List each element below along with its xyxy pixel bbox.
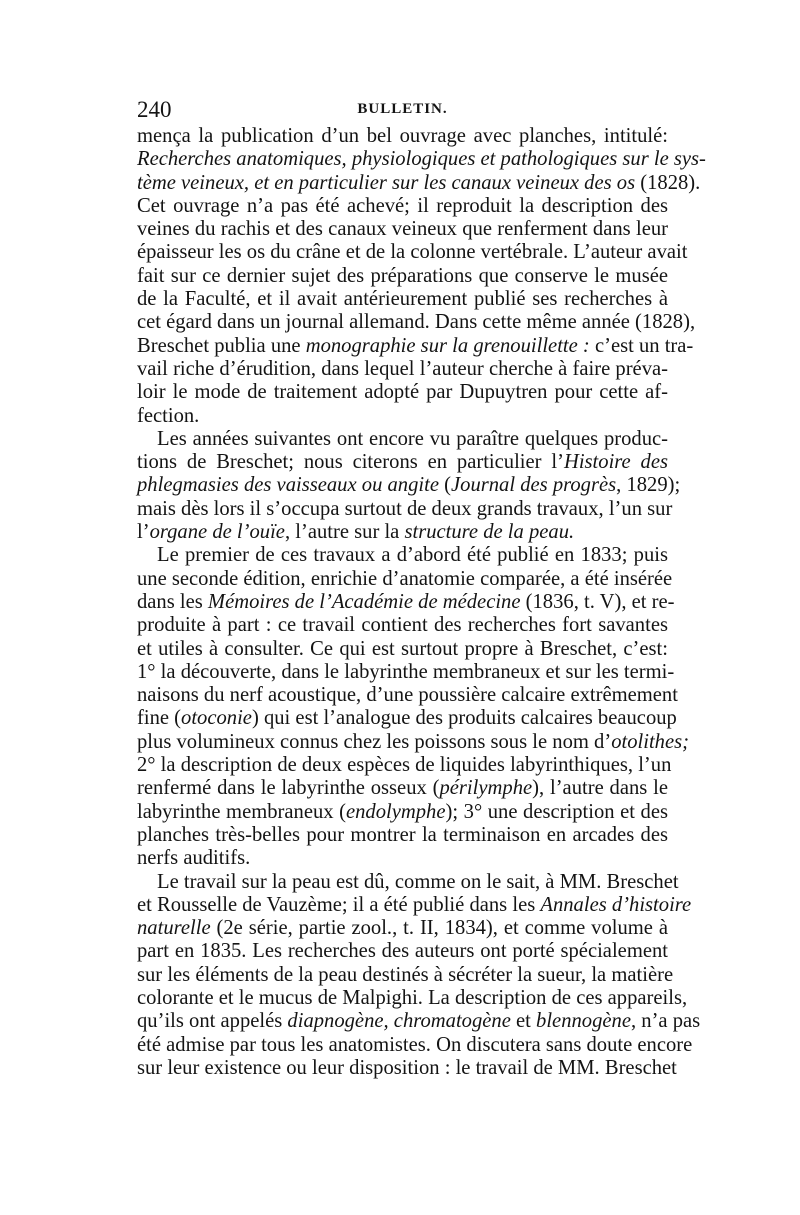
text-segment: naisons du nerf acoustique, d’une poussière calcaire extrêmement [137, 684, 678, 707]
text-segment: vail riche d’érudition, dans lequel l’auteur cherche à faire préva- [137, 357, 668, 380]
text-line [137, 870, 679, 894]
text-line [137, 1033, 693, 1057]
text-segment: produite à part : ce travail contient des recherches fort savantes [137, 614, 668, 637]
text-line [137, 940, 668, 963]
paragraph [137, 544, 689, 870]
text-line [137, 707, 677, 730]
italic-text: diapnogène, chromatogène [287, 1010, 511, 1033]
text-segment: (1828). [635, 171, 701, 194]
italic-text: otolithes; [611, 730, 689, 753]
text-segment: fection. [137, 404, 200, 427]
text-segment: renfermé dans le labyrinthe osseux ( [137, 777, 440, 800]
paragraph [137, 125, 706, 428]
text-segment: 2° la description de deux espèces de liquides labyrinthiques, l’un [137, 754, 672, 777]
text-line [137, 824, 668, 847]
text-line [137, 497, 673, 521]
text-line [137, 684, 678, 707]
text-segment: , l’autre sur la [284, 521, 405, 544]
text-line [137, 265, 668, 288]
text-segment: été admise par tous les anatomistes. On discutera sans doute encore [137, 1033, 693, 1056]
text-line [137, 986, 688, 1010]
text-segment: , n’a pas [630, 1010, 701, 1033]
text-segment: ) qui est l’analogue des produits calcaires beaucoup [251, 707, 677, 730]
text-line [137, 963, 674, 987]
text-segment: plus volumineux connus chez les poissons sous le nom d’ [137, 730, 612, 753]
text-segment: l’ [137, 521, 150, 544]
text-line [137, 754, 672, 777]
text-line [137, 521, 668, 544]
text-line [137, 614, 668, 637]
text-segment: part en 1835. Les recherches des auteurs ont porté spécialement [137, 940, 668, 963]
text-line [137, 218, 668, 241]
text-line [137, 777, 668, 800]
text-line [137, 590, 675, 614]
text-segment: ); 3° une description et des [445, 800, 668, 823]
text-segment: ), l’autre dans le [532, 777, 668, 800]
text-segment: (2e série, partie zool., t. II, 1834), et comme volume à [210, 917, 668, 940]
text-line [137, 474, 681, 497]
text-line [137, 451, 668, 474]
text-segment: nerfs auditifs. [137, 847, 251, 870]
text-segment: mença la publication d’un bel ouvrage avec planches, intitulé: [137, 125, 668, 147]
italic-text: structure de la peau. [404, 521, 575, 544]
text-segment: planches très-belles pour montrer la terminaison en arcades des [137, 823, 668, 846]
text-line [137, 241, 688, 264]
text-line [137, 311, 696, 334]
text-line [137, 638, 668, 661]
text-segment: cet égard dans un journal allemand. Dans cette même année (1828), [137, 311, 696, 334]
text-segment: dans les [137, 590, 208, 613]
italic-text: Recherches anatomiques, physiologiques et pathologiques sur le sys- [137, 148, 706, 171]
text-segment: , 1829); [616, 474, 681, 497]
italic-text: monographie sur la grenouillette : [305, 334, 590, 357]
text-segment: colorante et le mucus de Malpighi. La description de ces appareils, [137, 986, 688, 1009]
text-line [137, 660, 675, 684]
text-segment: (1836, t. V), et re- [520, 590, 675, 613]
text-segment: Breschet publia une [137, 334, 306, 357]
text-segment: mais dès lors il s’occupa surtout de deux grands travaux, l’un sur [137, 497, 673, 520]
text-line [137, 171, 701, 195]
italic-text: Mémoires de l’Académie de médecine [207, 590, 521, 613]
italic-text: périlymphe [439, 777, 533, 800]
text-segment: ( [439, 474, 452, 497]
italic-text: otoconie [181, 707, 252, 730]
text-line [137, 195, 668, 218]
italic-text: endolymphe [346, 800, 446, 823]
text-segment: et utiles à consulter. Ce qui est surtout propre à Breschet, c’est: [137, 637, 668, 660]
italic-text: Annales d’histoire [540, 893, 692, 916]
italic-text: organe de l’ouïe [149, 521, 285, 544]
text-segment: loir le mode de traitement adopté par Dupuytren pour cette af- [137, 381, 668, 404]
text-segment: labyrinthe membraneux ( [137, 800, 346, 823]
text-line [137, 847, 668, 870]
text-segment: Les années suivantes ont encore vu paraître quelques produc- [157, 427, 668, 450]
text-segment: 1° la découverte, dans le labyrinthe membraneux et sur les termi- [137, 660, 675, 683]
body-text [137, 125, 706, 1080]
italic-text: phlegmasies des vaisseaux ou angite [137, 474, 439, 497]
text-segment: Cet ouvrage n’a pas été achevé; il reproduit la description des [137, 194, 668, 217]
text-line [137, 405, 668, 428]
text-segment: une seconde édition, enrichie d’anatomie comparée, a été insérée [137, 567, 673, 590]
text-segment: tions de Breschet; nous citerons en particulier l’ [137, 451, 564, 474]
text-line [137, 801, 668, 824]
paragraph [137, 870, 701, 1081]
text-line [137, 567, 673, 591]
page-number: 240 [137, 97, 172, 122]
italic-text: Journal des progrès [451, 474, 617, 497]
text-line [137, 381, 668, 404]
text-segment: veines du rachis et des canaux veineux que renferment dans leur [137, 218, 668, 241]
running-head: BULLETIN. [357, 101, 448, 117]
text-segment: de la Faculté, et il avait antérieurement publié ses recherches à [137, 288, 668, 311]
text-line [137, 730, 689, 754]
text-segment: c’est un tra- [589, 334, 694, 357]
text-segment: sur les éléments de la peau destinés à sécréter la sueur, la matière [137, 963, 674, 986]
text-segment: qu’ils ont appelés [137, 1010, 288, 1033]
text-segment: fine ( [137, 707, 182, 730]
text-segment: Le premier de ces travaux a d’abord été publié en 1833; puis [157, 544, 668, 567]
italic-text: blennogène [536, 1010, 631, 1033]
italic-text: tème veineux, et en particulier sur les canaux veineux des os [137, 171, 636, 194]
text-line [137, 917, 668, 940]
text-line [137, 1056, 677, 1080]
page-header [137, 97, 668, 121]
text-segment: et Rousselle de Vauzème; il a été publié dans les [137, 893, 541, 916]
italic-text: Histoire des [563, 451, 668, 474]
text-segment: sur leur existence ou leur disposition : le travail de MM. Breschet [137, 1056, 677, 1079]
text-line [137, 893, 692, 917]
text-line [137, 544, 668, 567]
italic-text: naturelle [137, 917, 211, 940]
text-line [137, 334, 694, 358]
text-segment: Le travail sur la peau est dû, comme on le sait, à MM. Breschet [157, 870, 679, 893]
text-segment: épaisseur les os du crâne et de la colonne vertébrale. L’auteur avait [137, 241, 688, 264]
paragraph [137, 427, 681, 544]
text-segment: et [510, 1010, 537, 1033]
text-segment: fait sur ce dernier sujet des préparations que conserve le musée [137, 264, 668, 287]
text-line [137, 288, 668, 311]
text-line [137, 1010, 701, 1033]
text-line [137, 125, 668, 148]
text-line [137, 428, 668, 451]
text-line [137, 148, 706, 171]
text-line [137, 358, 668, 381]
